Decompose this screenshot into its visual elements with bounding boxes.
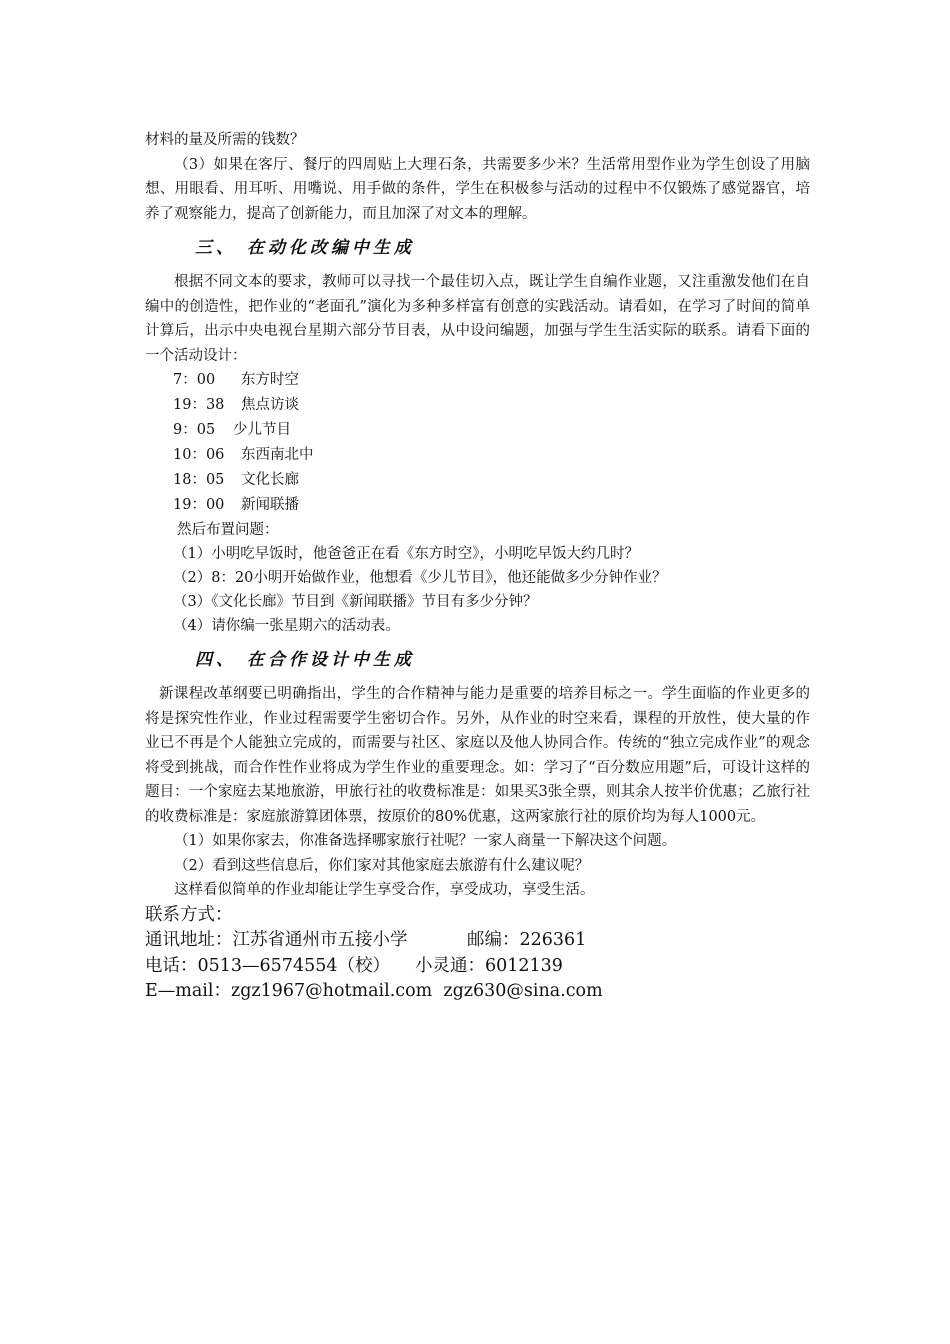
schedule-time: 9：05 (173, 422, 216, 438)
document-page (145, 128, 810, 1005)
schedule-row (145, 418, 810, 443)
contact-email: E—mail：zgz1967@hotmail.com zgz630@sina.com (145, 981, 603, 1001)
question-item: （4）请你编一张星期六的活动表。 (173, 618, 400, 634)
question-item: （3）《文化长廊》节目到《新闻联播》节目有多少分钟？ (173, 594, 538, 610)
schedule-row (145, 393, 810, 418)
schedule-row (145, 368, 810, 393)
contact-title: 联系方式： (145, 904, 233, 925)
contact-postcode: 邮编：226361 (467, 930, 587, 950)
contact-block (145, 903, 810, 1005)
program-schedule (145, 368, 810, 518)
schedule-time: 10：06 (173, 447, 225, 463)
schedule-program: 文化长廊 (241, 472, 299, 488)
schedule-program: 东方时空 (240, 372, 299, 388)
section-3-heading: 三、 在动化改编中生成 (195, 238, 415, 258)
schedule-row (145, 443, 810, 468)
schedule-time: 19：38 (173, 397, 225, 413)
paragraph-continuation: 材料的量及所需的钱数？ (145, 132, 305, 148)
question-item: （1）小明吃早饭时，他爸爸正在看《东方时空》，小明吃早饭大约几时？ (173, 546, 639, 562)
section-4-question-1: （1）如果你家去，你准备选择哪家旅行社呢？一家人商量一下解决这个问题。 (174, 833, 677, 849)
contact-address: 通讯地址：江苏省通州市五接小学 (145, 930, 408, 950)
section-4-closing: 这样看似简单的作业却能让学生享受合作，享受成功，享受生活。 (174, 882, 595, 898)
schedule-program: 东西南北中 (241, 447, 314, 463)
schedule-program: 新闻联播 (241, 497, 299, 513)
questions-intro: 然后布置问题： (177, 522, 279, 538)
schedule-time: 19：00 (173, 497, 225, 513)
schedule-time: 18：05 (173, 472, 225, 488)
question-item: （2）8：20小明开始做作业，他想看《少儿节目》，他还能做多少分钟作业？ (173, 570, 667, 586)
contact-phone: 电话：0513—6574554（校） (145, 955, 390, 976)
section-4-paragraph: 新课程改革纲要已明确指出，学生的合作精神与能力是重要的培养目标之一。学生面临的作业更多的将是探究性作业，作业过程需要学生密切合作。另外，从作业的时空来看，课程的开放性，使大量的作业已不再是个人能独立完成的，而需要与社区、家庭以及他人协同合作。传统的“独立完成作业”的观念将受到挑战，而合作性作业将成为学生作业的重要理念。如：学习了“百分数应用题”后，可设计这样的题目：一个家庭去某地旅游，甲旅行社的收费标准是：如果买3张全票，则其余人按半价优惠；乙旅行社的收费标准是：家庭旅游算团体票，按原价的80%优惠，这两家旅行社的原价均为每人1000元。 (145, 686, 810, 825)
contact-phone-row (145, 954, 810, 980)
section-4-question-2: （2）看到这些信息后，你们家对其他家庭去旅游有什么建议呢？ (174, 857, 590, 874)
contact-xiaolingtong: 小灵通：6012139 (415, 955, 563, 976)
schedule-time: 7：00 (173, 372, 216, 388)
section-3-paragraph: 根据不同文本的要求，教师可以寻找一个最佳切入点，既让学生自编作业题，又注重激发他们在自编中的创造性，把作业的“老面孔”演化为多种多样富有创意的实践活动。请看如，在学习了时间的简单计算后，出示中央电视台星期六部分节目表，从中设问编题，加强与学生生活实际的联系。请看下面的一个活动设计： (145, 274, 810, 364)
schedule-row (145, 493, 810, 518)
schedule-program: 少儿节目 (233, 422, 291, 438)
section-4-heading: 四、 在合作设计中生成 (195, 650, 415, 670)
schedule-program: 焦点访谈 (241, 397, 299, 413)
schedule-row (145, 468, 810, 493)
paragraph-item-3: （3）如果在客厅、餐厅的四周贴上大理石条，共需要多少米？生活常用型作业为学生创设了用脑想、用眼看、用耳听、用嘴说、用手做的条件，学生在积极参与活动的过程中不仅锻炼了感觉器官，培养了观察能力，提高了创新能力，而且加深了对文本的理解。 (145, 156, 810, 222)
contact-address-row (145, 928, 810, 954)
